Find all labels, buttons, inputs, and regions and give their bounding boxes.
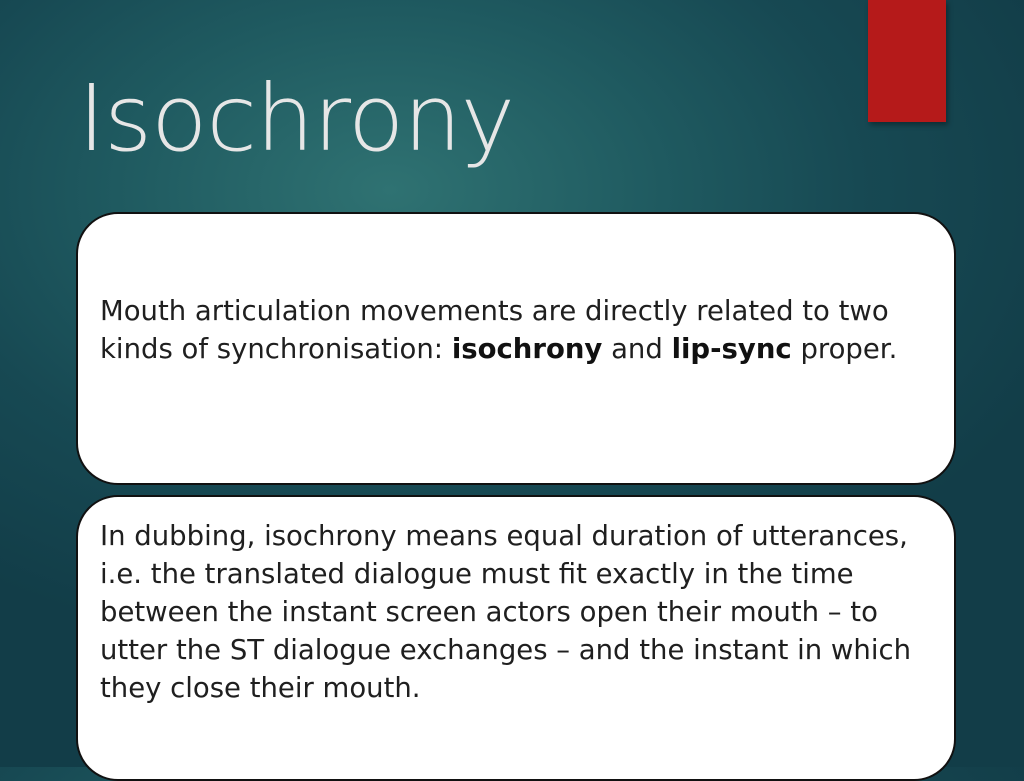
text-intro: Mouth articulation movements are directly related to two kinds of synchronisation: (100, 295, 889, 365)
text-end: proper. (791, 333, 898, 365)
definition-box-bottom (76, 495, 956, 781)
term-isochrony: isochrony (451, 333, 603, 365)
text-and: and (602, 333, 672, 365)
definition-text-top (100, 292, 934, 368)
definition-text-bottom: In dubbing, isochrony means equal duration of utterances, i.e. the translated dialogue must fit exactly in the time between the instant screen actors open their mouth – to utter the ST dialogue exchanges – and the instant in which they close their mouth. (100, 520, 912, 704)
accent-tab (868, 0, 946, 122)
slide-title: Isochrony (78, 65, 515, 172)
definition-box-top (76, 212, 956, 485)
term-lip-sync: lip-sync (671, 333, 792, 365)
